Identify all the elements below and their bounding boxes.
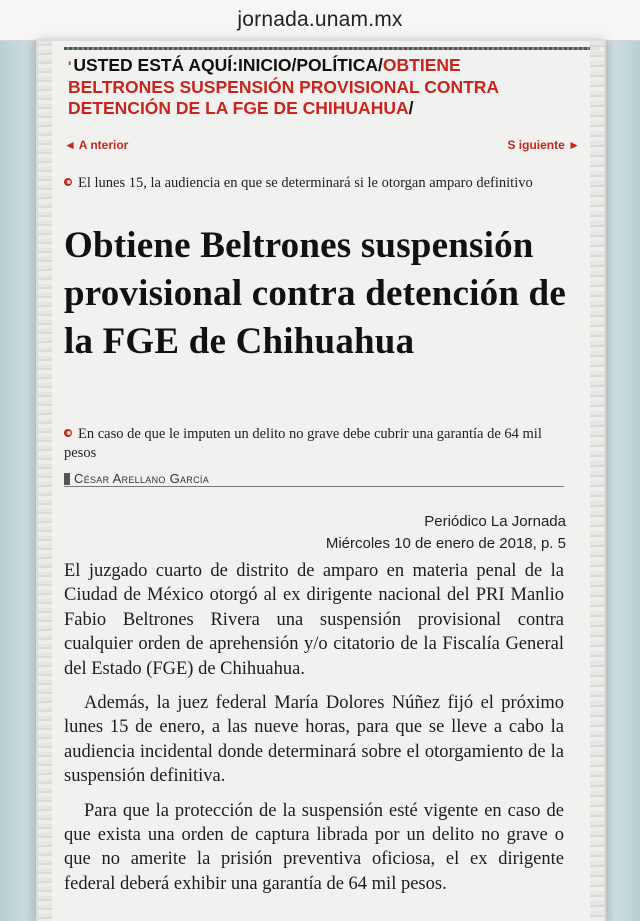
previous-article-link[interactable]: ◄ A nterior bbox=[64, 138, 129, 152]
bullet-icon bbox=[64, 178, 72, 186]
url-text[interactable]: jornada.unam.mx bbox=[237, 8, 403, 31]
source-name: Periódico La Jornada bbox=[424, 513, 566, 530]
top-rule-divider bbox=[64, 47, 600, 50]
article-summary bbox=[64, 425, 564, 463]
breadcrumb-home-link[interactable]: INICIO bbox=[237, 55, 292, 75]
source-date: Miércoles 10 de enero de 2018, p. 5 bbox=[325, 535, 566, 552]
article-paragraph: El juzgado cuarto de distrito de amparo en materia penal de la Ciudad de México otorgó al ex dirigente nacional del PRI Manlio Fabio Beltrones Rivera una suspensión provisional contra cualquier orden de aprehensión y/o citatorio de la Fiscalía General del Estado (FGE) de Chihuahua. bbox=[64, 561, 564, 679]
article-headline: Obtiene Beltrones suspensión provisional contra detención de la FGE de Chihuahua bbox=[64, 225, 566, 362]
article-source bbox=[326, 511, 566, 555]
article-paragraph: Además, la juez federal María Dolores Núñez fijó el próximo lunes 15 de enero, a las nueve horas, para que se lleve a cabo la audiencia incidental donde determinará sobre el otorgamiento de la suspensión definitiva. bbox=[64, 693, 564, 787]
article-kicker bbox=[64, 174, 550, 193]
kicker-text: El lunes 15, la audiencia en que se determinará si le otorgan amparo definitivo bbox=[78, 175, 533, 191]
page-background-right bbox=[600, 41, 640, 921]
breadcrumb-marker-icon: ' bbox=[68, 58, 72, 74]
byline-bar-icon bbox=[64, 473, 70, 485]
next-article-link[interactable]: S iguiente ► bbox=[507, 138, 580, 152]
browser-address-bar[interactable] bbox=[0, 0, 640, 41]
author-byline bbox=[64, 471, 564, 485]
author-name[interactable]: César Arellano García bbox=[74, 471, 210, 486]
page-background-left bbox=[0, 41, 40, 921]
breadcrumb-separator: / bbox=[408, 98, 414, 118]
article-paragraph: Para que la protección de la suspensión esté vigente en caso de que exista una orden de captura librada por un delito no grave o que no amerite la prisión preventiva oficiosa, el ex dirigente federal deberá exhibir una garantía de 64 mil pesos. bbox=[64, 800, 564, 894]
breadcrumb-separator: / bbox=[378, 55, 383, 75]
breadcrumb-prefix: USTED ESTÁ AQUÍ: bbox=[73, 55, 238, 75]
breadcrumb-current: OBTIENE BELTRONES SUSPENSIÓN PROVISIONAL CONTRA DETENCIÓN DE LA FGE DE CHIHUAHUA bbox=[68, 55, 499, 118]
summary-text: En caso de que le imputen un delito no grave debe cubrir una garantía de 64 mil pesos bbox=[64, 426, 542, 461]
bullet-icon bbox=[64, 429, 72, 437]
byline-divider bbox=[64, 486, 564, 487]
breadcrumb bbox=[68, 55, 568, 119]
article-paper bbox=[38, 41, 604, 921]
article-navigation bbox=[62, 138, 580, 154]
article-body bbox=[64, 559, 564, 906]
breadcrumb-separator: / bbox=[291, 55, 297, 75]
breadcrumb-section-link[interactable]: POLÍTICA bbox=[296, 55, 379, 75]
